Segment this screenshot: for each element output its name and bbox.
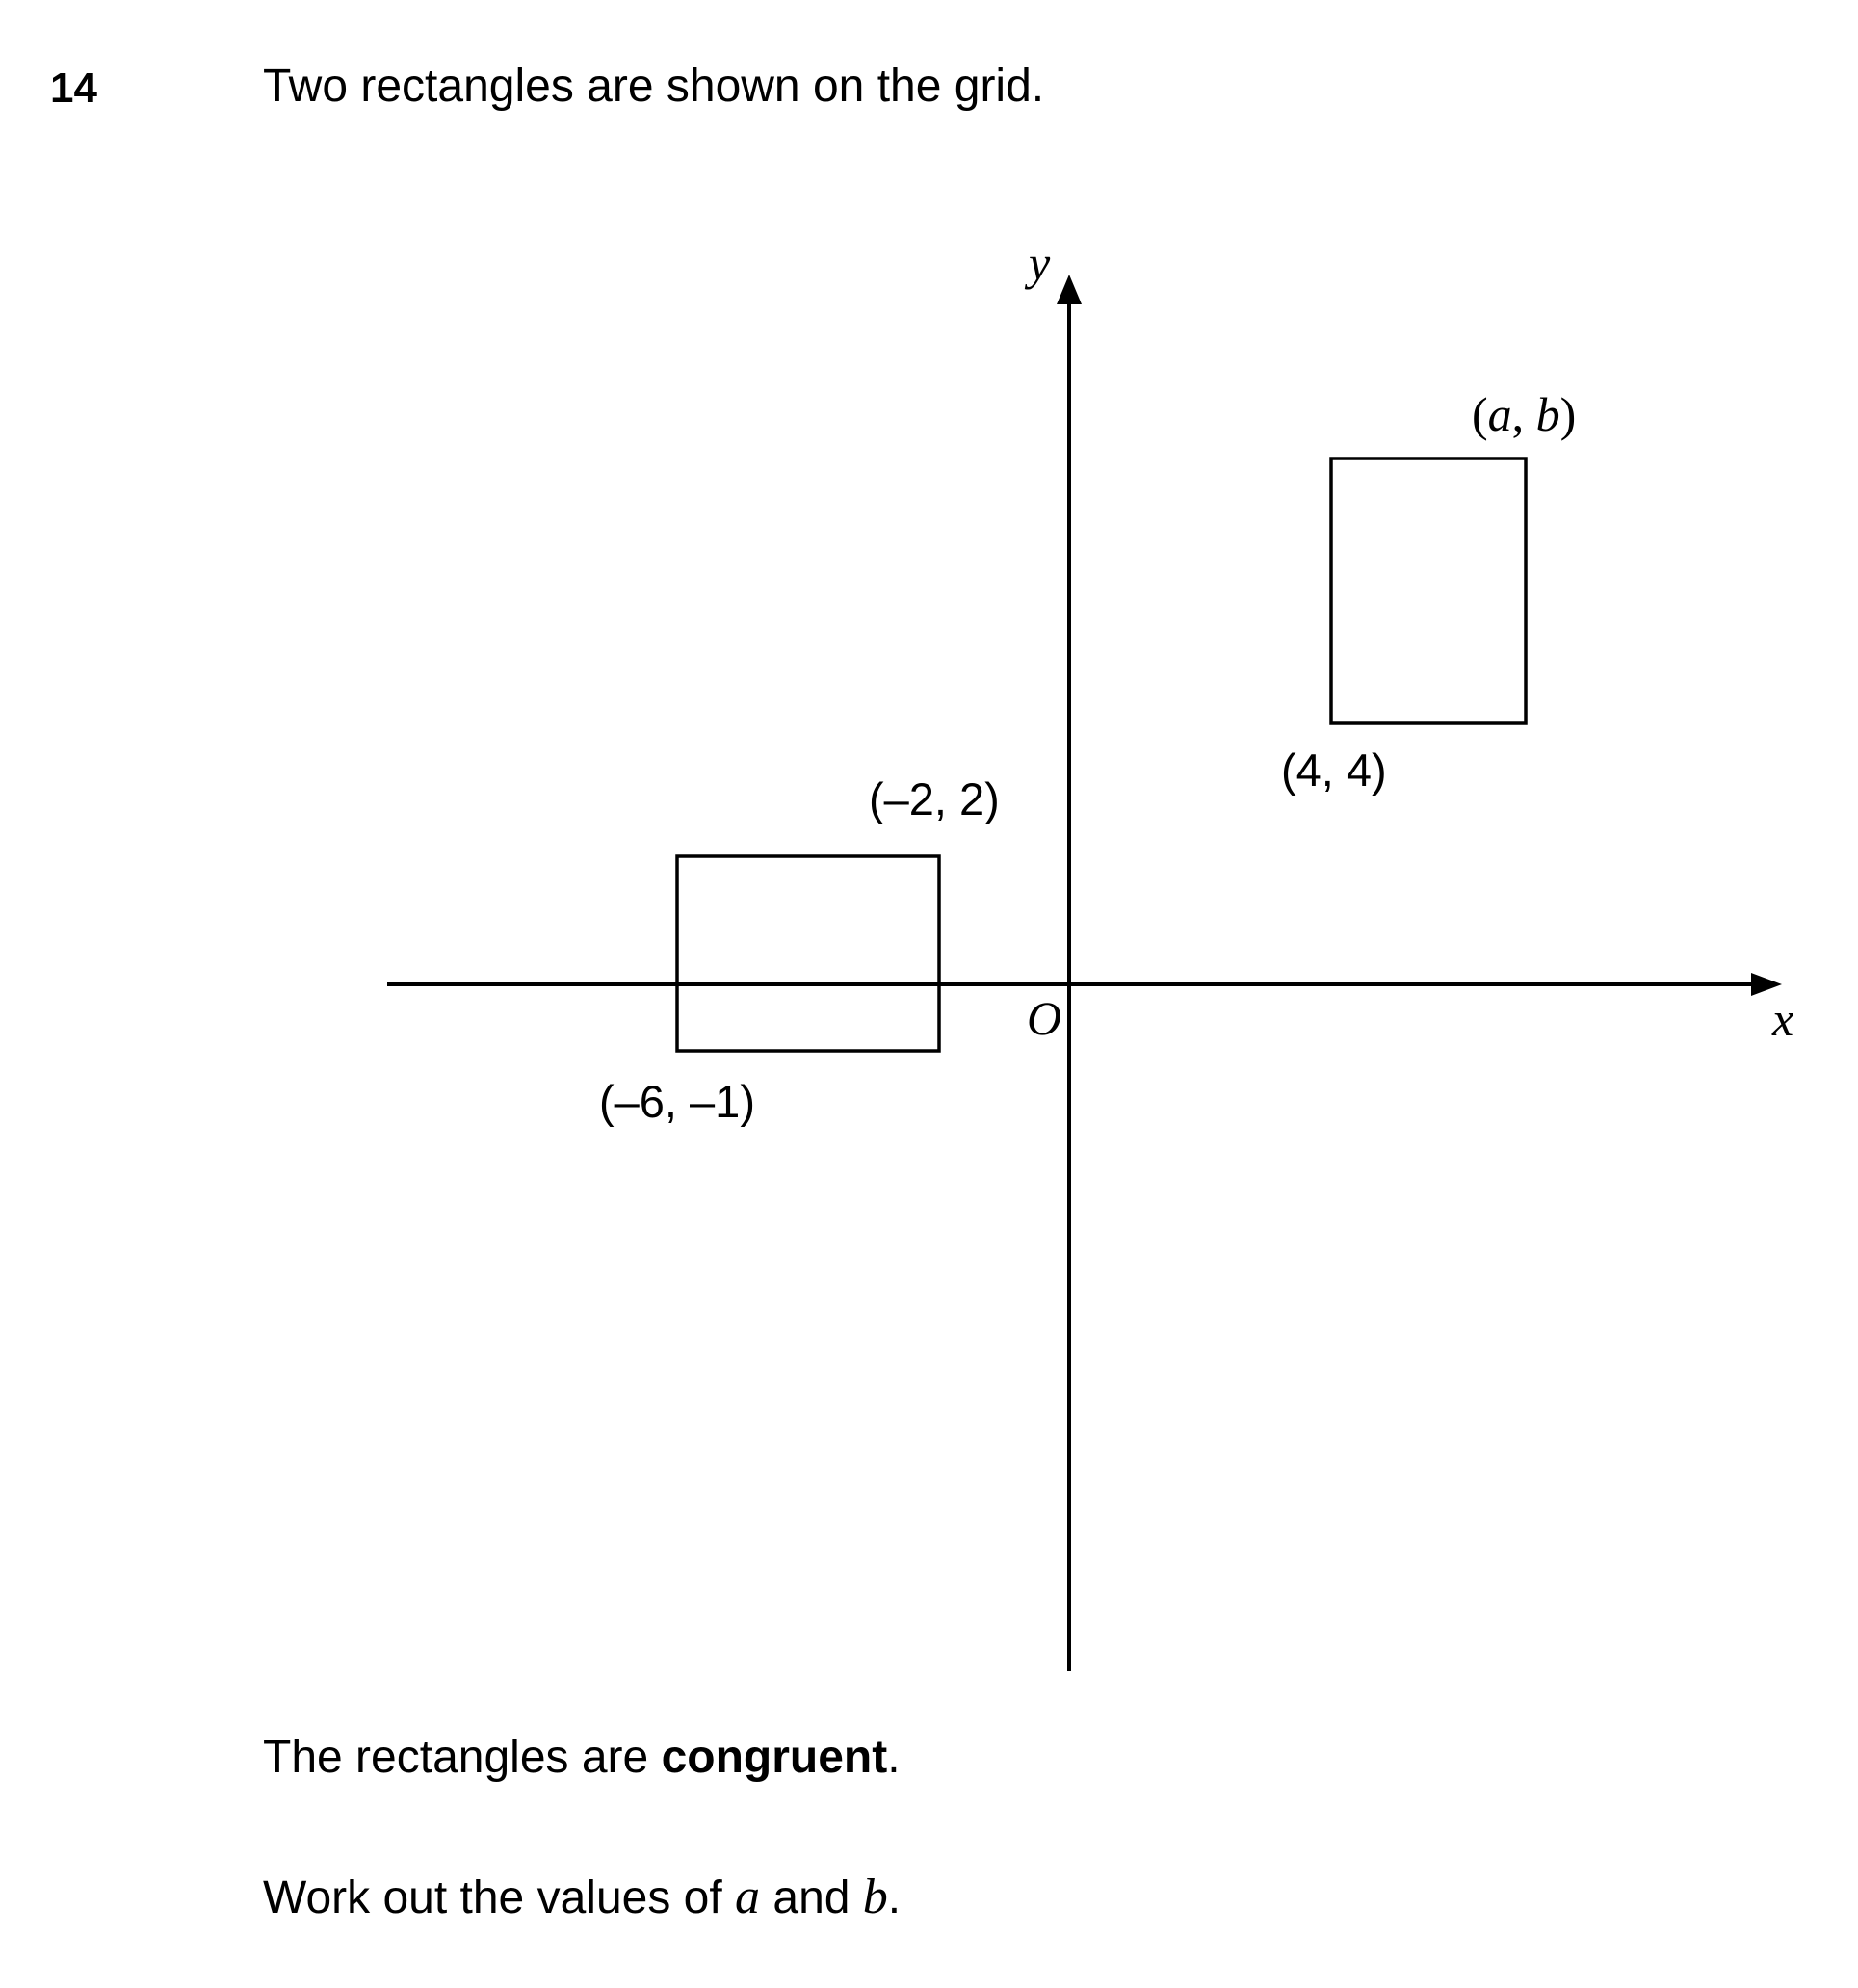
y-axis-arrowhead xyxy=(1057,275,1082,304)
x-axis-label: x xyxy=(1772,992,1794,1046)
rect2-top-right-label xyxy=(1472,387,1576,441)
y-axis-label: y xyxy=(1029,236,1051,290)
work-and: and xyxy=(760,1872,863,1923)
ab-close-paren: ) xyxy=(1559,387,1577,441)
question-intro: Two rectangles are shown on the grid. xyxy=(263,61,1045,112)
congruent-prefix: The rectangles are xyxy=(263,1732,662,1783)
rectangle-two xyxy=(1331,458,1526,723)
work-suffix: . xyxy=(887,1872,902,1923)
congruent-suffix: . xyxy=(887,1732,901,1783)
work-var-b: b xyxy=(862,1870,888,1924)
work-out-instruction xyxy=(263,1869,901,1927)
rect1-bottom-left-label: (–6, –1) xyxy=(599,1076,755,1127)
ab-comma: , xyxy=(1511,387,1536,441)
work-prefix: Work out the values of xyxy=(263,1872,736,1923)
origin-label: O xyxy=(1027,991,1062,1045)
ab-var-b: b xyxy=(1535,387,1560,441)
congruent-keyword: congruent xyxy=(661,1732,888,1783)
congruent-statement xyxy=(263,1729,901,1787)
rect2-bottom-left-label: (4, 4) xyxy=(1281,745,1387,796)
question-number: 14 xyxy=(50,65,97,112)
rect1-top-right-label: (–2, 2) xyxy=(869,773,1000,824)
rectangle-one xyxy=(677,856,939,1051)
ab-open-paren: ( xyxy=(1472,387,1488,441)
work-var-a: a xyxy=(735,1870,761,1924)
ab-var-a: a xyxy=(1487,387,1512,441)
